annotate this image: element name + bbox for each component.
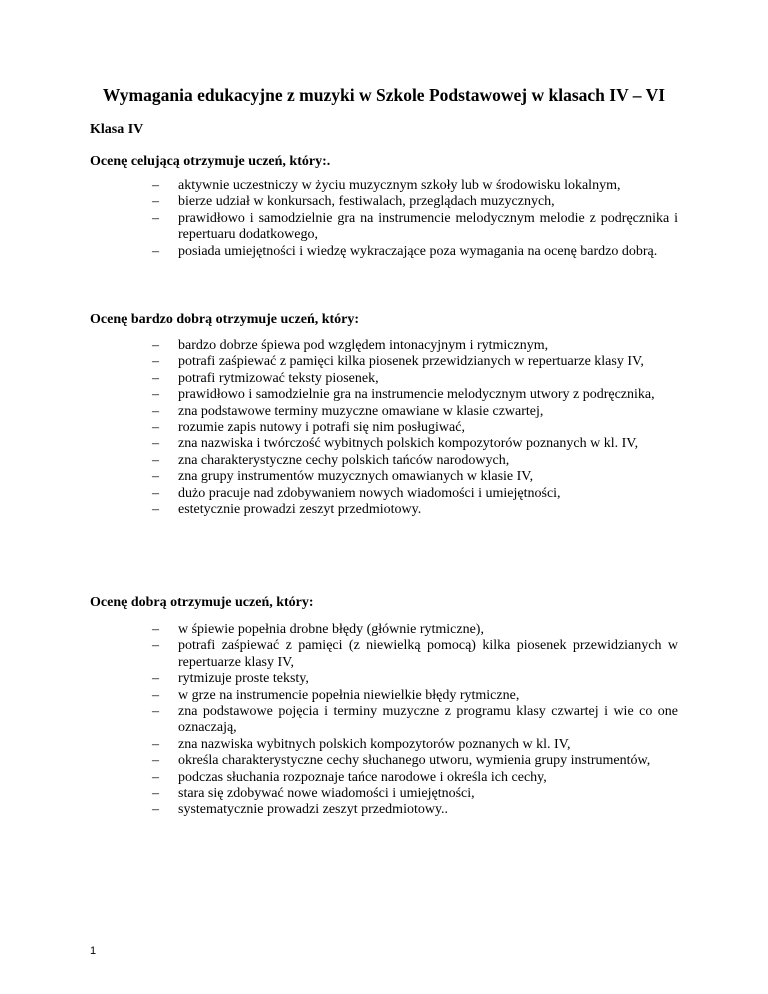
list-item: – posiada umiejętności i wiedzę wykraczające poza wymagania na ocenę bardzo dobrą. <box>152 243 658 259</box>
section-heading-dobra: Ocenę dobrą otrzymuje uczeń, który: <box>90 595 314 610</box>
dash-bullet-icon: – <box>152 802 159 818</box>
list-item: – prawidłowo i samodzielnie gra na instrumencie melodycznym melodie z podręcznika i repertuaru dodatkowego, <box>152 210 678 243</box>
dash-bullet-icon: – <box>152 420 159 436</box>
dash-bullet-icon: – <box>152 436 159 452</box>
dash-bullet-icon: – <box>152 452 159 468</box>
requirements-list-bardzo-dobra <box>152 338 678 518</box>
dash-bullet-icon: – <box>152 354 159 370</box>
dash-bullet-icon: – <box>152 370 159 386</box>
list-item: – zna charakterystyczne cechy polskich tańców narodowych, <box>152 452 510 468</box>
dash-bullet-icon: – <box>152 687 159 703</box>
list-item: – zna podstawowe pojęcia i terminy muzyczne z programu klasy czwartej i wie co one oznaczają, <box>152 704 678 736</box>
dash-bullet-icon: – <box>152 243 159 259</box>
list-item: – prawidłowo i samodzielnie gra na instrumencie melodycznym utwory z podręcznika, <box>152 387 655 403</box>
list-item: – potrafi rytmizować teksty piosenek, <box>152 370 379 386</box>
dash-bullet-icon: – <box>152 753 159 769</box>
list-item: – określa charakterystyczne cechy słuchanego utworu, wymienia grupy instrumentów, <box>152 753 651 769</box>
list-item: – w grze na instrumencie popełnia niewielkie błędy rytmiczne, <box>152 687 520 703</box>
list-item: – stara się zdobywać nowe wiadomości i umiejętności, <box>152 786 475 802</box>
section-heading-bardzo-dobra: Ocenę bardzo dobrą otrzymuje uczeń, który: <box>90 312 360 327</box>
class-heading: Klasa IV <box>90 122 144 137</box>
list-item: – systematycznie prowadzi zeszyt przedmiotowy.. <box>152 802 449 818</box>
dash-bullet-icon: – <box>152 622 159 637</box>
list-item: – zna nazwiska wybitnych polskich kompozytorów poznanych w kl. IV, <box>152 736 571 752</box>
list-item: – bierze udział w konkursach, festiwalach, przeglądach muzycznych, <box>152 194 555 210</box>
dash-bullet-icon: – <box>152 194 159 210</box>
dash-bullet-icon: – <box>152 338 159 353</box>
requirements-list-dobra <box>152 622 678 819</box>
list-item: – potrafi zaśpiewać z pamięci kilka piosenek przewidzianych w repertuarze klasy IV, <box>152 354 644 370</box>
list-item: – estetycznie prowadzi zeszyt przedmiotowy. <box>152 502 422 518</box>
dash-bullet-icon: – <box>152 178 159 193</box>
list-item: – zna nazwiska i twórczość wybitnych polskich kompozytorów poznanych w kl. IV, <box>152 436 639 452</box>
dash-bullet-icon: – <box>152 736 159 752</box>
dash-bullet-icon: – <box>152 671 159 687</box>
list-item: – rytmizuje proste teksty, <box>152 671 309 687</box>
dash-bullet-icon: – <box>152 485 159 501</box>
list-item: – bardzo dobrze śpiewa pod względem intonacyjnym i rytmicznym, <box>152 338 549 353</box>
dash-bullet-icon: – <box>152 502 159 518</box>
requirements-list-celujaca <box>152 178 678 260</box>
dash-bullet-icon: – <box>152 786 159 802</box>
dash-bullet-icon: – <box>152 769 159 785</box>
page-title: Wymagania edukacyjne z muzyki w Szkole Podstawowej w klasach IV – VI <box>102 85 666 105</box>
dash-bullet-icon: – <box>152 638 159 654</box>
dash-bullet-icon: – <box>152 403 159 419</box>
list-item: – rozumie zapis nutowy i potrafi się nim posługiwać, <box>152 420 465 436</box>
list-item: – zna podstawowe terminy muzyczne omawiane w klasie czwartej, <box>152 403 544 419</box>
dash-bullet-icon: – <box>152 469 159 485</box>
list-item: – aktywnie uczestniczy w życiu muzycznym szkoły lub w środowisku lokalnym, <box>152 178 621 193</box>
list-item: – zna grupy instrumentów muzycznych omawianych w klasie IV, <box>152 469 534 485</box>
page-number: 1 <box>90 945 97 957</box>
section-heading-celujaca: Ocenę celującą otrzymuje uczeń, który:. <box>90 154 331 169</box>
dash-bullet-icon: – <box>152 210 159 226</box>
list-item: – potrafi zaśpiewać z pamięci (z niewielką pomocą) kilka piosenek przewidzianych w repertuarze klasy IV, <box>152 638 678 670</box>
list-item: – podczas słuchania rozpoznaje tańce narodowe i określa ich cechy, <box>152 769 547 785</box>
list-item: – w śpiewie popełnia drobne błędy (głównie rytmiczne), <box>152 622 484 637</box>
list-item: – dużo pracuje nad zdobywaniem nowych wiadomości i umiejętności, <box>152 485 561 501</box>
dash-bullet-icon: – <box>152 704 159 720</box>
dash-bullet-icon: – <box>152 387 159 403</box>
